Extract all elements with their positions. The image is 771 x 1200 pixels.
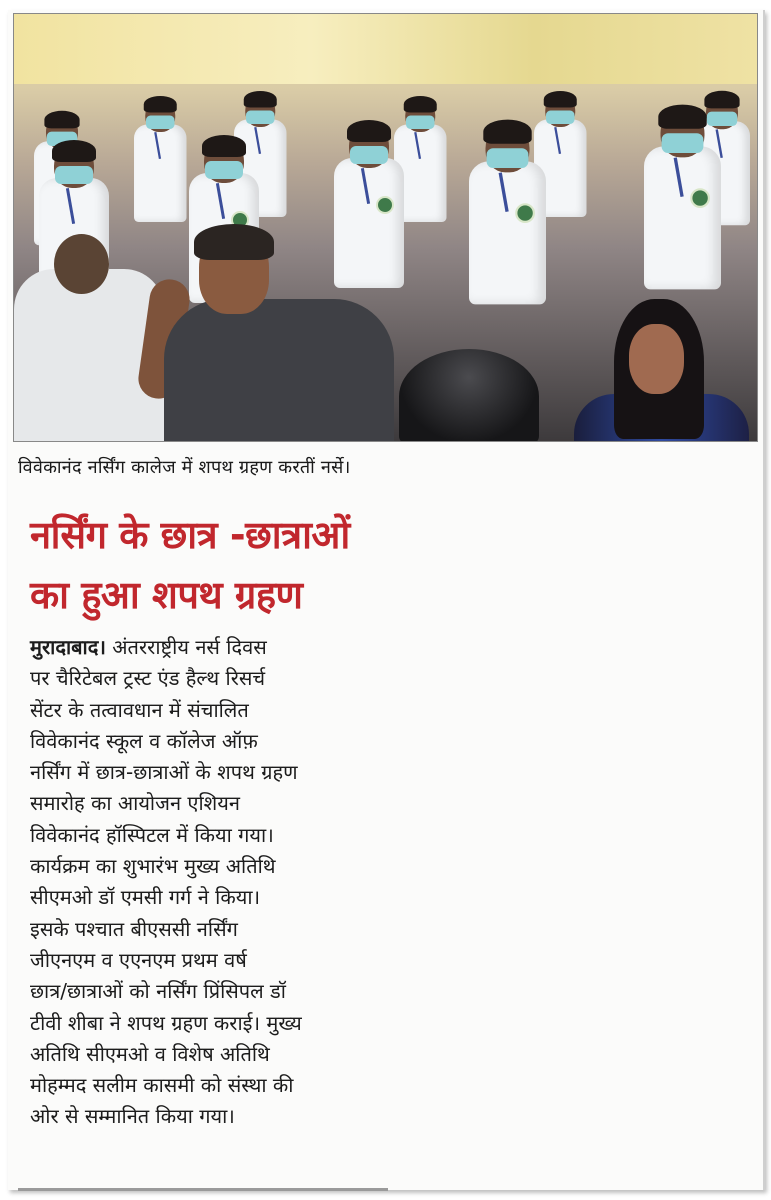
article-line: अतिथि सीएमओ व विशेष अतिथि [30,1041,270,1066]
dateline: मुरादाबाद। [30,635,106,659]
article-line: पर चैरिटेबल ट्रस्ट एंड हैल्थ रिसर्च [30,666,266,691]
clipping-edge [18,1188,388,1191]
seated-woman [574,299,749,442]
article-line: सेंटर के तत्वावधान में संचालित [30,697,249,722]
seated-man [144,229,394,442]
article-line: नर्सिंग में छात्र-छात्राओं के शपथ ग्रहण [30,760,298,785]
article-body [30,632,400,1133]
article-line: विवेकानंद हॉस्पिटल में किया गया। [30,822,274,847]
headline-line-1: नर्सिंग के छात्र -छात्राओं [30,513,350,557]
article-line: छात्र/छात्राओं को नर्सिंग प्रिंसिपल डॉ [30,979,286,1004]
headline-line-2: का हुआ शपथ ग्रहण [30,573,303,617]
article-line: इसके पश्चात बीएससी नर्सिंग [30,916,238,941]
photo-background-wall [14,14,757,84]
photo-caption: विवेकानंद नर्सिंग कालेज में शपथ ग्रहण करतीं नर्से। [18,457,351,478]
article-line: कार्यक्रम का शुभारंभ मुख्य अतिथि [30,854,276,879]
article-line-text: अंतरराष्ट्रीय नर्स दिवस [105,635,267,659]
article-line: टीवी शीबा ने शपथ ग्रहण कराई। मुख्य [30,1010,302,1035]
article-line [30,632,400,663]
article-line: जीएनएम व एएनएम प्रथम वर्ष [30,947,247,972]
article-line: ओर से सम्मानित किया गया। [30,1104,235,1129]
article-line: विवेकानंद स्कूल व कॉलेज ऑफ़ [30,728,258,753]
article-headline [30,505,450,625]
article-line: सीएमओ डॉ एमसी गर्ग ने किया। [30,885,261,910]
newspaper-clipping [8,10,765,1190]
chair [399,349,539,442]
article-line: समारोह का आयोजन एशियन [30,791,240,816]
article-line: मोहम्मद सलीम कासमी को संस्था की [30,1073,294,1098]
news-photo [13,13,758,442]
